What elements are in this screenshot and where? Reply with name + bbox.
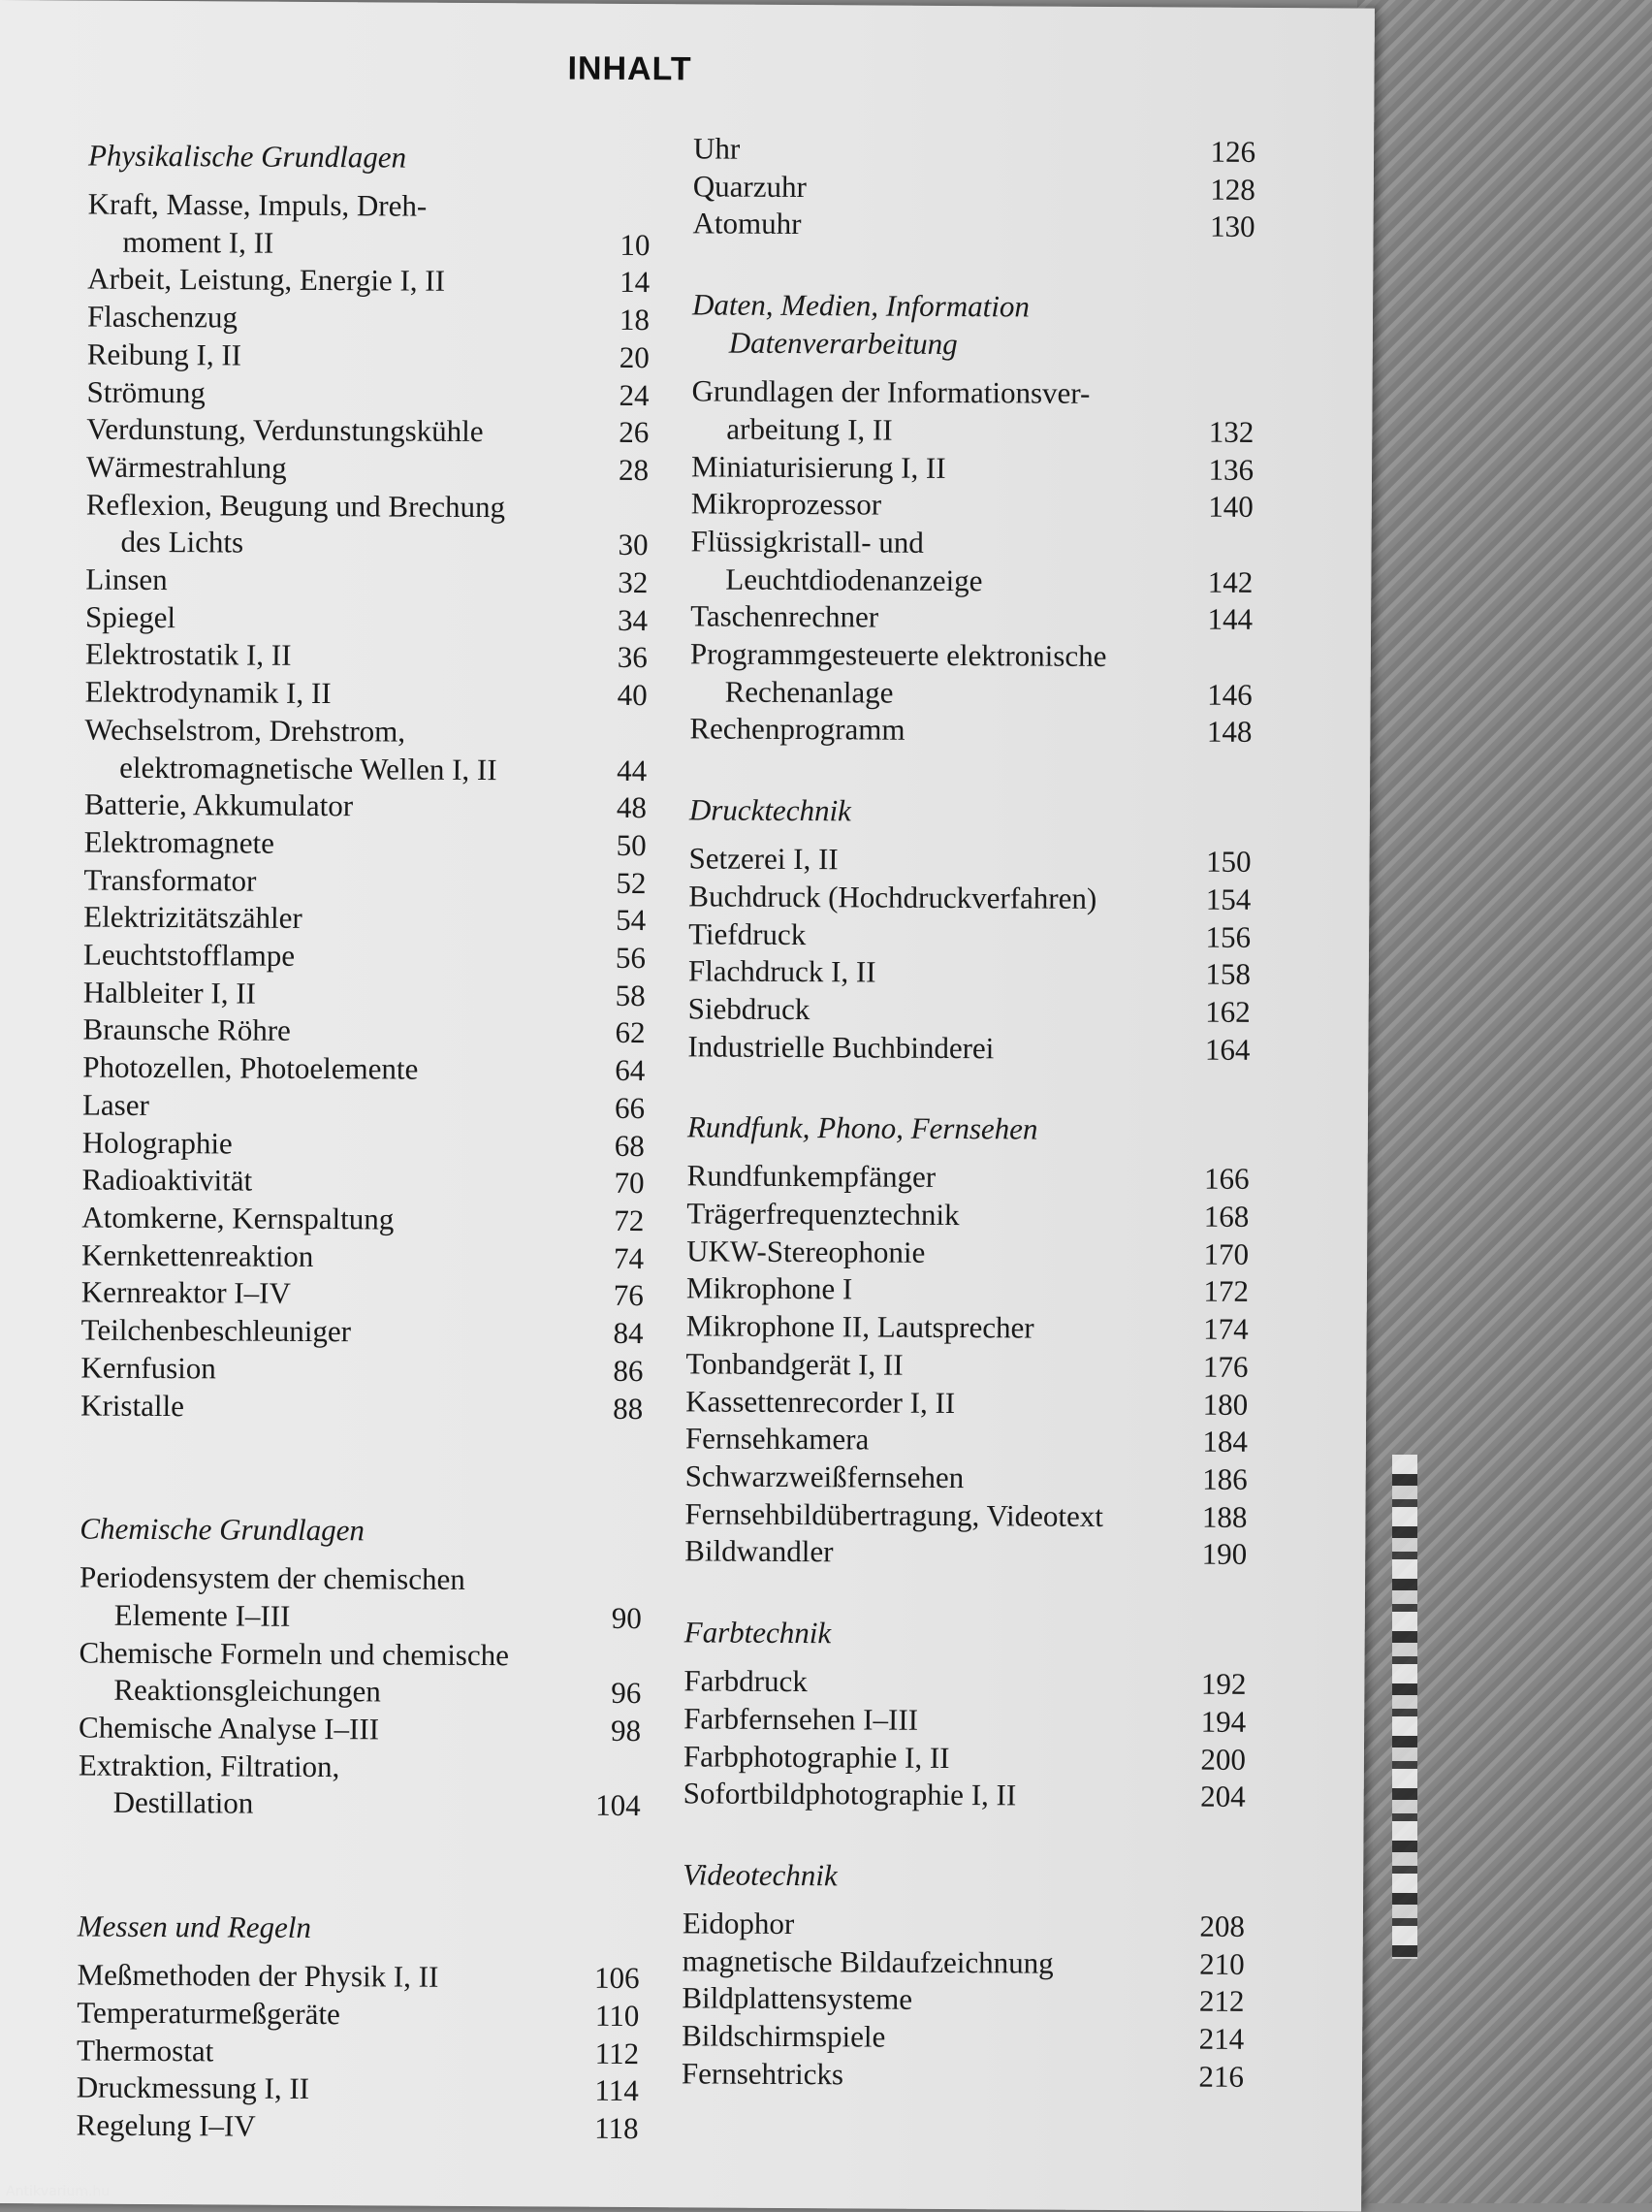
- toc-entry-title: Atomkerne, Kernspaltung: [81, 1200, 395, 1236]
- toc-section: [689, 285, 1255, 752]
- toc-page-number: 74: [613, 1240, 645, 1275]
- toc-entry: [686, 1158, 1249, 1199]
- toc-page-number: 194: [1200, 1704, 1247, 1739]
- toc-entry-title: Tiefdruck: [688, 915, 807, 951]
- toc-entry-title: Flüssigkristall- und: [690, 524, 924, 560]
- toc-page-number: 56: [615, 940, 647, 976]
- toc-page-number: 184: [1202, 1424, 1249, 1459]
- toc-page-number: 136: [1208, 452, 1255, 487]
- toc-entry: [684, 1533, 1247, 1574]
- toc-entry-title: Verdunstung, Verdunstungskühle: [86, 411, 484, 449]
- toc-entry-title: Transformator: [83, 862, 257, 898]
- toc-entry-title: Regelung I–IV: [76, 2107, 256, 2143]
- toc-entry: [83, 899, 646, 940]
- toc-entry: [685, 1421, 1248, 1461]
- toc-page-number: 52: [616, 865, 647, 900]
- toc-entry-title: UKW-Stereophonie: [686, 1234, 926, 1269]
- toc-entry: [85, 674, 648, 715]
- page-title: INHALT: [567, 49, 692, 88]
- toc-entry: [683, 1700, 1246, 1741]
- toc-entry-title-continued: arbeitung I, II: [726, 411, 893, 447]
- toc-entry-title: Sofortbildphotographie I, II: [683, 1776, 1017, 1812]
- toc-page-number: 214: [1198, 2021, 1245, 2056]
- toc-page-number: 132: [1208, 414, 1255, 449]
- section-heading: Physikalische Grundlagen: [87, 138, 407, 175]
- toc-page-number: 14: [620, 265, 651, 300]
- toc-entry: [83, 861, 646, 902]
- toc-page-number: 200: [1200, 1742, 1247, 1777]
- toc-section: [684, 1108, 1250, 1574]
- toc-entry: [81, 1236, 644, 1277]
- toc-entry: [686, 1270, 1249, 1311]
- watermark: Antikvarium.hu: [6, 2184, 111, 2199]
- toc-entry: [688, 915, 1251, 956]
- toc-entry: [688, 990, 1251, 1031]
- toc-page-number: 106: [593, 1960, 640, 1996]
- toc-entry-title: Uhr: [692, 131, 741, 166]
- toc-entry-title: Leuchtstofflampe: [82, 937, 296, 973]
- toc-page-number: 76: [613, 1278, 644, 1313]
- toc-entry: [693, 130, 1255, 171]
- toc-column-left: [76, 137, 651, 2148]
- toc-entry-title: Bildplattensysteme: [682, 1980, 913, 2017]
- toc-entry: [683, 1905, 1245, 1945]
- toc-entry: [682, 2017, 1244, 2058]
- toc-entry: [689, 711, 1252, 752]
- toc-entry-title: Farbfernsehen I–III: [683, 1701, 919, 1737]
- toc-entry: [83, 974, 646, 1014]
- toc-page-number: 114: [594, 2073, 639, 2108]
- toc-entry: [685, 1458, 1248, 1498]
- toc-entry: [691, 448, 1254, 489]
- toc-entry-title: Meßmethoden der Physik I, II: [77, 1957, 439, 1994]
- toc-page-number: 86: [613, 1353, 644, 1388]
- toc-page-number: 72: [614, 1202, 645, 1238]
- toc-section: [79, 1510, 643, 1825]
- toc-entry: [79, 1710, 641, 1750]
- toc-entry: [81, 1200, 644, 1240]
- toc-entry: [77, 1994, 639, 2035]
- toc-entry-title: Reflexion, Beugung und Brechung: [85, 487, 506, 524]
- toc-entry-title: Elektrodynamik I, II: [84, 674, 332, 711]
- toc-entry-title: Radioaktivität: [81, 1162, 253, 1198]
- toc-entry: [684, 1495, 1247, 1536]
- toc-entry: [683, 1738, 1246, 1779]
- section-heading: Rundfunk, Phono, Fernsehen: [686, 1109, 1038, 1146]
- toc-entry-title: Farbphotographie I, II: [683, 1738, 950, 1775]
- toc-entry: [77, 2069, 639, 2110]
- toc-entry-title-continued: Elemente I–III: [113, 1597, 291, 1633]
- toc-entry-title: Druckmessung I, II: [76, 2069, 310, 2106]
- toc-entry: [86, 411, 649, 452]
- toc-entry-title: Schwarzweißfernsehen: [684, 1459, 965, 1495]
- toc-page-number: 66: [614, 1090, 646, 1125]
- toc-entry-title: Photozellen, Photoelemente: [82, 1049, 419, 1086]
- toc-page-number: 110: [594, 1998, 640, 2033]
- toc-page-number: 24: [619, 377, 650, 412]
- toc-page-number: 130: [1209, 209, 1255, 244]
- toc-entry-title: Chemische Analyse I–III: [79, 1710, 380, 1747]
- toc-column-right: [682, 130, 1255, 2096]
- toc-entry: [79, 1634, 641, 1713]
- toc-entry-title: Batterie, Akkumulator: [83, 786, 354, 823]
- toc-entry-title: Wärmestrahlung: [85, 449, 287, 485]
- toc-entry: [82, 1049, 645, 1090]
- toc-page-number: 70: [614, 1166, 645, 1201]
- toc-entry-title: Setzerei I, II: [688, 841, 839, 877]
- toc-entry-title: Bildwandler: [684, 1533, 834, 1569]
- toc-page-number: 20: [619, 339, 650, 374]
- toc-entry: [683, 1662, 1246, 1703]
- toc-page-number: 150: [1205, 844, 1252, 880]
- toc-page-number: 44: [617, 753, 648, 787]
- toc-entry-title: Temperaturmeßgeräte: [77, 1995, 340, 2032]
- toc-entry: [688, 878, 1251, 918]
- toc-page-number: 146: [1207, 677, 1253, 712]
- toc-page-number: 62: [615, 1015, 646, 1050]
- toc-entry: [86, 448, 649, 489]
- toc-entry-title: Miniaturisierung I, II: [690, 448, 946, 485]
- toc-page-number: 164: [1204, 1032, 1251, 1067]
- toc-entry-title: Wechselstrom, Drehstrom,: [84, 712, 406, 749]
- toc-entry: [77, 2032, 639, 2072]
- toc-entry-title: Kristalle: [80, 1388, 185, 1423]
- toc-entry: [87, 299, 650, 339]
- toc-entry-title: Strömung: [86, 374, 206, 409]
- toc-page-number: 96: [611, 1676, 642, 1711]
- toc-page-number: 112: [594, 2036, 640, 2070]
- toc-entry: [682, 1980, 1244, 2021]
- toc-entry-title-continued: moment I, II: [122, 224, 274, 260]
- toc-entry-title: Reibung I, II: [86, 337, 242, 372]
- section-heading: Farbtechnik: [683, 1615, 832, 1651]
- toc-entry-title: Periodensystem der chemischen: [79, 1559, 465, 1597]
- toc-page-number: 140: [1208, 489, 1254, 525]
- toc-entry-title: Teilchenbeschleuniger: [80, 1312, 352, 1349]
- toc-page-number: 36: [617, 640, 648, 675]
- toc-page-number: 144: [1207, 601, 1254, 637]
- toc-entry-title: Fernsehbildübertragung, Videotext: [684, 1496, 1104, 1533]
- toc-entry: [82, 1086, 645, 1127]
- section-heading: Messen und Regeln: [77, 1908, 312, 1945]
- toc-page-number: 58: [615, 978, 646, 1012]
- toc-entry: [82, 1011, 645, 1052]
- toc-page-number: 90: [611, 1600, 642, 1635]
- toc-entry-title: Chemische Formeln und chemische: [79, 1635, 510, 1672]
- toc-entry-title: Rundfunkempfänger: [686, 1158, 937, 1195]
- toc-entry-title: Trägerfrequenztechnik: [686, 1196, 960, 1233]
- toc-page-number: 84: [613, 1315, 644, 1351]
- toc-section: [80, 137, 651, 1428]
- toc-entry-title: Holographie: [81, 1125, 233, 1161]
- toc-page-number: 98: [611, 1713, 642, 1748]
- toc-entry: [683, 1942, 1245, 1983]
- toc-entry: [83, 937, 646, 978]
- toc-entry-title: Arbeit, Leistung, Energie I, II: [87, 261, 446, 299]
- toc-page-number: 210: [1199, 1946, 1245, 1981]
- toc-section: [682, 1855, 1245, 2096]
- toc-entry: [84, 823, 647, 864]
- toc-page-number: 10: [620, 227, 651, 262]
- toc-page-number: 154: [1205, 882, 1252, 916]
- toc-entry-title-continued: Leuchtdiodenanzeige: [725, 561, 983, 597]
- toc-page-number: 26: [619, 415, 650, 450]
- toc-entry-title: Kassettenrecorder I, II: [685, 1383, 956, 1420]
- toc-entry-title-continued: elektromagnetische Wellen I, II: [119, 750, 497, 786]
- toc-entry: [79, 1747, 641, 1825]
- toc-entry: [691, 486, 1254, 527]
- toc-page-number: 176: [1202, 1349, 1249, 1384]
- toc-page-number: 174: [1203, 1311, 1249, 1347]
- toc-entry-title: Kernreaktor I–IV: [80, 1274, 291, 1311]
- toc-entry: [79, 1559, 642, 1638]
- toc-page-number: 126: [1210, 134, 1256, 169]
- toc-page-number: 192: [1200, 1666, 1247, 1701]
- adjacent-page-edge: [1392, 1455, 1417, 1959]
- toc-page-number: 18: [619, 303, 651, 337]
- toc-page-number: 32: [618, 564, 649, 600]
- section-heading: Daten, Medien, Information: [691, 287, 1031, 324]
- toc-entry-title: Tonbandgerät I, II: [685, 1346, 904, 1382]
- toc-entry: [85, 598, 648, 639]
- toc-page-number: 158: [1205, 956, 1251, 992]
- toc-entry-title: Programmgesteuerte elektronische: [689, 636, 1107, 674]
- toc-entry: [690, 598, 1253, 639]
- section-heading: Videotechnik: [683, 1857, 838, 1893]
- toc-entry: [688, 840, 1251, 881]
- toc-entry-title: Kernfusion: [80, 1350, 216, 1386]
- toc-entry-title: Grundlagen der Informationsver-: [691, 373, 1091, 410]
- toc-entry-title: Flaschenzug: [86, 299, 238, 335]
- toc-page-number: 188: [1201, 1499, 1248, 1534]
- toc-entry-title: Braunsche Röhre: [82, 1012, 291, 1048]
- toc-entry-title-continued: Destillation: [112, 1785, 254, 1821]
- toc-entry-title: Farbdruck: [683, 1663, 808, 1699]
- toc-entry-title: Kernkettenreaktion: [80, 1237, 314, 1273]
- toc-entry: [690, 523, 1253, 601]
- toc-entry: [82, 1124, 645, 1165]
- toc-page-number: 48: [616, 790, 648, 825]
- toc-page-number: 28: [618, 452, 650, 488]
- toc-entry: [81, 1312, 644, 1353]
- toc-entry-title: Bildschirmspiele: [682, 2018, 886, 2054]
- toc-entry-title: Rechenprogramm: [689, 711, 905, 748]
- toc-entry-title: Kraft, Masse, Impuls, Dreh-: [87, 186, 428, 223]
- toc-entry: [85, 561, 648, 602]
- toc-page-number: 30: [618, 528, 649, 562]
- toc-entry: [691, 372, 1254, 451]
- toc-entry-title: Laser: [81, 1087, 149, 1122]
- toc-entry-title-continued: Reaktionsgleichungen: [113, 1673, 381, 1709]
- toc-entry: [84, 711, 647, 789]
- toc-entry: [687, 1028, 1250, 1069]
- toc-entry-title: Extraktion, Filtration,: [78, 1747, 340, 1783]
- toc-page-number: 212: [1198, 1983, 1245, 2019]
- toc-page-number: 172: [1203, 1274, 1249, 1309]
- toc-page-number: 186: [1202, 1461, 1248, 1496]
- toc-section: [692, 130, 1255, 246]
- toc-page-number: 204: [1200, 1779, 1246, 1814]
- toc-page-number: 162: [1205, 994, 1251, 1029]
- toc-page-number: 34: [618, 602, 649, 637]
- toc-entry-title: Flachdruck I, II: [687, 953, 876, 989]
- toc-page-number: 170: [1203, 1236, 1250, 1271]
- toc-entry-title: Halbleiter I, II: [82, 975, 257, 1010]
- toc-entry: [693, 168, 1255, 208]
- toc-entry-title: Mikrophone II, Lautsprecher: [685, 1308, 1034, 1345]
- toc-entry: [692, 206, 1255, 246]
- toc-entry-title-continued: des Lichts: [120, 525, 244, 560]
- toc-page-number: 216: [1198, 2059, 1245, 2094]
- toc-entry-title: Thermostat: [76, 2033, 214, 2068]
- toc-entry: [87, 336, 650, 376]
- toc-entry-title: Linsen: [85, 561, 168, 597]
- toc-section: [683, 1613, 1247, 1815]
- toc-page-number: 50: [616, 827, 647, 863]
- toc-page-number: 40: [617, 678, 648, 713]
- toc-page-number: 142: [1207, 564, 1254, 599]
- toc-entry: [686, 1233, 1249, 1273]
- toc-entry: [84, 786, 647, 827]
- toc-entry: [85, 486, 648, 564]
- toc-entry: [80, 1387, 643, 1427]
- toc-entry: [76, 2106, 638, 2147]
- toc-entry-title: Taschenrechner: [690, 598, 879, 634]
- toc-section: [687, 790, 1252, 1069]
- toc-entry: [85, 636, 648, 677]
- toc-entry-title: Atomuhr: [692, 206, 802, 241]
- toc-page-number: 148: [1206, 715, 1253, 750]
- section-heading: Chemische Grundlagen: [79, 1511, 365, 1548]
- toc-entry-title: Mikrophone I: [685, 1270, 853, 1306]
- toc-entry: [685, 1383, 1248, 1424]
- toc-entry: [87, 186, 650, 265]
- toc-entry-title-continued: Rechenanlage: [724, 674, 894, 710]
- toc-entry: [87, 261, 650, 302]
- toc-entry-title: Eidophor: [682, 1906, 795, 1940]
- toc-entry: [81, 1162, 644, 1202]
- toc-entry: [80, 1349, 643, 1390]
- toc-entry: [686, 1308, 1249, 1349]
- toc-entry: [683, 1776, 1246, 1816]
- toc-entry-title: Industrielle Buchbinderei: [687, 1029, 995, 1065]
- toc-entry: [688, 953, 1251, 994]
- toc-page-number: 118: [594, 2110, 639, 2146]
- toc-entry-title: Fernsehkamera: [684, 1421, 870, 1457]
- toc-entry: [690, 635, 1253, 714]
- toc-entry: [86, 373, 649, 414]
- toc-page-number: 180: [1202, 1387, 1249, 1422]
- toc-entry: [685, 1345, 1248, 1386]
- toc-entry-title: magnetische Bildaufzeichnung: [682, 1942, 1054, 1980]
- toc-entry-title: Mikroprozessor: [690, 486, 882, 522]
- toc-entry: [686, 1195, 1249, 1235]
- toc-entry-title: Elektrostatik I, II: [84, 636, 292, 673]
- toc-page-number: 166: [1203, 1161, 1250, 1197]
- toc-page-number: 128: [1210, 172, 1255, 207]
- toc-page-number: 190: [1201, 1536, 1248, 1572]
- toc-entry-title: Buchdruck (Hochdruckverfahren): [688, 879, 1097, 915]
- toc-page-number: 54: [616, 903, 647, 938]
- toc-entry-title: Elektrizitätszähler: [83, 899, 302, 936]
- toc-section: [76, 1907, 639, 2148]
- toc-page-number: 168: [1203, 1199, 1250, 1234]
- section-heading: Drucktechnik: [688, 792, 852, 828]
- toc-page-number: 104: [595, 1788, 641, 1823]
- toc-page-number: 156: [1205, 919, 1252, 954]
- toc-entry: [682, 2055, 1244, 2096]
- toc-entry-title: Siebdruck: [687, 991, 810, 1027]
- toc-entry-title: Spiegel: [85, 599, 176, 634]
- toc-entry-title: Elektromagnete: [83, 824, 275, 860]
- toc-page-number: 208: [1199, 1908, 1245, 1943]
- toc-entry: [77, 1957, 639, 1998]
- section-subheading: Datenverarbeitung: [728, 325, 958, 362]
- toc-page-number: 68: [614, 1128, 645, 1163]
- toc-page-number: 88: [613, 1391, 644, 1426]
- toc-entry-title: Fernsehtricks: [681, 2056, 844, 2092]
- toc-page-number: 64: [615, 1053, 646, 1088]
- toc-entry-title: Quarzuhr: [692, 169, 808, 204]
- toc-entry: [81, 1274, 644, 1315]
